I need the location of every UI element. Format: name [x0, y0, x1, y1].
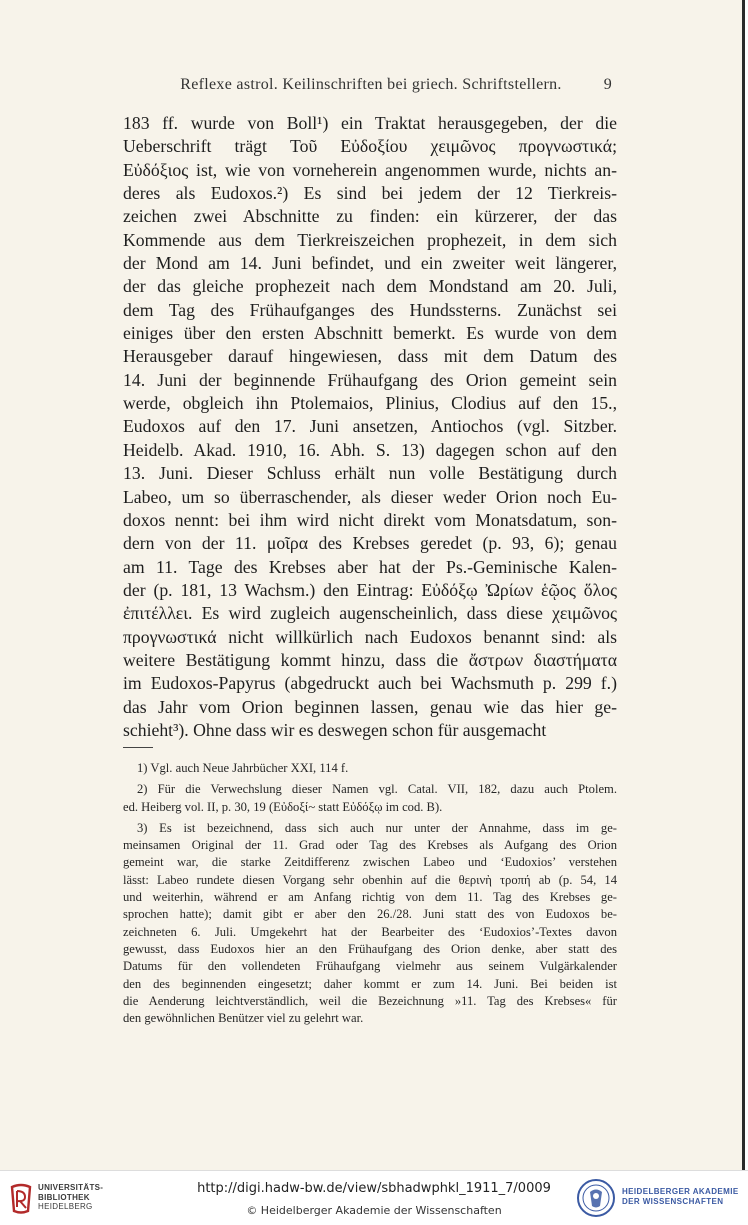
viewer-footer: [0, 1170, 748, 1225]
text-line: weitere Bestätigung kommt hinzu, dass die ἄστρων διαστήματα: [123, 649, 617, 670]
text-line: im Eudoxos-Papyrus (abgedruckt auch bei Wachsmuth p. 299 f.): [123, 673, 617, 694]
text-line: Heidelb. Akad. 1910, 16. Abh. S. 13) dagegen schon auf den: [123, 439, 617, 460]
academy-line-1: HEIDELBERGER AKADEMIE: [622, 1187, 739, 1196]
ub-line-2: BIBLIOTHEK: [38, 1192, 90, 1202]
text-line: der (p. 181, 13 Wachsm.) den Eintrag: Εὐδόξῳ Ὠρίων ἑῷος ὅλος: [123, 579, 617, 600]
footnote-line: sprochen hatte); damit gibt er aber den 26./28. Juni statt des von Eudoxos be-: [123, 907, 617, 922]
text-line: werde, obgleich ihn Ptolemaios, Plinius, Clodius auf den 15.,: [123, 393, 617, 414]
footnote-3: [123, 820, 617, 1028]
text-line: der das gleiche prophezeit nach dem Mondstand am 20. Juli,: [123, 276, 617, 297]
footnote-line: den gewöhnlichen Benützer viel zu gelehrt war.: [123, 1011, 364, 1026]
footnote-separator: [123, 747, 153, 748]
text-line: am 11. Tage des Krebses aber hat der Ps.-Geminische Kalen-: [123, 556, 617, 577]
footnote-line: ed. Heiberg vol. II, p. 30, 19 (Εὐδοξί~ statt Εὐδόξῳ im cod. B).: [123, 799, 443, 814]
footnote-line: 1) Vgl. auch Neue Jahrbücher XXI, 114 f.: [137, 761, 349, 775]
academy-line-2: DER WISSENSCHAFTEN: [622, 1197, 724, 1206]
text-line: dern von der 11. μοῖρα des Krebses geredet (p. 93, 6); genau: [123, 533, 617, 554]
text-line: zeichen zwei Abschnitte zu finden: ein kürzerer, der das: [123, 206, 617, 227]
academy-seal-icon: [576, 1178, 616, 1218]
text-line: Kommende aus dem Tierkreiszeichen prophezeit, in dem sich: [123, 229, 617, 250]
text-line: 13. Juni. Dieser Schluss erhält nun volle Bestätigung durch: [123, 463, 617, 484]
text-line: einiges über den ersten Abschnitt bemerkt. Es wurde von dem: [123, 323, 617, 344]
running-title: Reflexe astrol. Keilinschriften bei griech. Schriftstellern.: [180, 76, 562, 93]
page-number: 9: [603, 76, 612, 93]
footnote-line: Datums für den vollendeten Frühaufgang vielmehr aus seinem Vulgärkalender: [123, 959, 617, 974]
footnote-line: gewusst, dass Eudoxos hier an den Frühaufgang des Orion denke, aber statt des: [123, 941, 617, 956]
footnote-line: lässt: Labeo rundete diesen Vorgang sehr obenhin auf die θερινὴ τροπή ab (p. 54, 14: [123, 872, 617, 887]
text-line: 14. Juni der beginnende Frühaufgang des Orion gemeint sein: [123, 369, 617, 390]
footnote-line: und weiterhin, während er am Anfang richtig von dem 11. Tag des Krebses ge-: [123, 890, 617, 905]
footnote-line: den des beginnenden eingesetzt; daher kommt er zum 14. Juni. Bei beiden ist: [123, 976, 617, 991]
text-line: Labeo, um so überraschender, als dieser weder Orion noch Eu-: [123, 486, 617, 507]
text-line: Herausgeber darauf hingewiesen, dass mit dem Datum des: [123, 346, 617, 367]
footnotes: [123, 760, 617, 1027]
ub-line-3: HEIDELBERG: [38, 1202, 93, 1211]
academy-name: [622, 1187, 739, 1207]
text-line: 183 ff. wurde von Boll¹) ein Traktat herausgegeben, der die: [123, 113, 617, 133]
footnote-line: meinsamen Original der 11. Grad oder Tag des Krebses als Aufgang des Orion: [123, 838, 617, 853]
footnote-2: [123, 781, 617, 816]
footnote-line: 2) Für die Verwechslung dieser Namen vgl. Catal. VII, 182, dazu auch Ptolem.: [137, 782, 617, 797]
text-line: Eudoxos auf den 17. Juni ansetzen, Antiochos (vgl. Sitzber.: [123, 416, 617, 437]
text-line: Εὐδόξιος ist, wie von vorneherein angenommen wurde, nichts an-: [123, 159, 617, 180]
ub-line-1: UNIVERSITÄTS-: [38, 1183, 104, 1192]
text-line: der Mond am 14. Juni befindet, und ein zweiter weit längerer,: [123, 253, 617, 274]
footnote-line: die Aenderung leichtverständlich, weil die Bezeichnung »11. Tag des Krebses« für: [123, 993, 617, 1008]
body-text: [123, 112, 617, 742]
footnote-1: [123, 760, 617, 777]
footnote-line: 3) Es ist bezeichnend, dass sich auch nur unter der Annahme, dass im ge-: [137, 820, 617, 835]
text-line: schieht³). Ohne dass wir es deswegen schon für ausgemacht: [123, 719, 547, 740]
text-line: dem Tag des Frühaufganges des Hundssterns. Zunächst sei: [123, 299, 617, 320]
permalink-url[interactable]: http://digi.hadw-bw.de/view/sbhadwphkl_1911_7/0009: [197, 1181, 551, 1196]
footnote-line: gemeint war, die starke Zeitdifferenz zwischen Labeo und ‘Eudoxios’ verstehen: [123, 855, 617, 870]
text-line: προγνωστικά nicht willkürlich nach Eudoxos benannt sind: als: [123, 626, 617, 647]
text-line: Ueberschrift trägt Τοῦ Εὐδοξίου χειμῶνος προγνωστικά;: [123, 136, 617, 157]
text-line: doxos nennt: bei ihm wird nicht direkt vom Monatsdatum, son-: [123, 509, 617, 530]
footnote-line: zeichneten 6. Juli. Umgekehrt hat der Bearbeiter des ‘Eudoxios’-Textes davon: [123, 924, 617, 939]
text-line: ἐπιτέλλει. Es wird zugleich augenscheinlich, dass diese χειμῶνος: [123, 603, 617, 624]
text-line: das Jahr vom Orion beginnen lassen, genau wie das hier ge-: [123, 696, 617, 717]
text-line: deres als Eudoxos.²) Es sind bei jedem der 12 Tierkreis-: [123, 183, 617, 204]
copyright-notice: © Heidelberger Akademie der Wissenschaften: [246, 1204, 502, 1217]
